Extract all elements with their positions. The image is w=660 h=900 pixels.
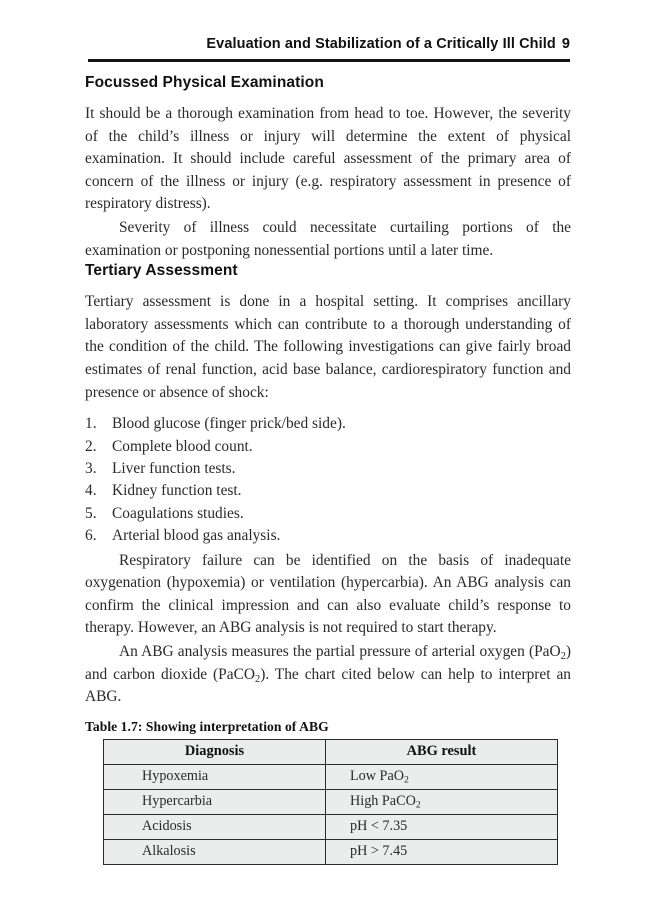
table-row — [104, 789, 558, 814]
page-number: 9 — [561, 36, 570, 52]
abg-text-part-3: ). The chart cited below can help to interpret an ABG. — [85, 665, 571, 706]
list-item-label: Liver function tests. — [112, 459, 236, 477]
list-item-label: Coagulations studies. — [112, 504, 244, 522]
cell-abg-result — [326, 839, 558, 864]
table-caption: Table 1.7: Showing interpretation of ABG — [85, 718, 329, 734]
running-header — [88, 36, 570, 52]
cell-abg-result — [326, 764, 558, 789]
list-item-label: Complete blood count. — [112, 437, 253, 455]
list-item — [85, 480, 571, 502]
cell-diagnosis: Hypoxemia — [104, 764, 326, 789]
list-item — [85, 413, 571, 435]
cell-abg-result-text: High PaCO — [350, 792, 416, 809]
column-header-abg-result: ABG result — [326, 739, 558, 764]
cell-abg-result-text: pH < 7.35 — [350, 817, 408, 834]
list-item-label: Blood glucose (finger prick/bed side). — [112, 415, 346, 433]
paco2-subscript: 2 — [254, 673, 261, 685]
page-content — [85, 74, 571, 865]
list-item-label: Arterial blood gas analysis. — [112, 527, 281, 545]
cell-abg-result-text: pH > 7.45 — [350, 842, 408, 859]
list-item — [85, 525, 571, 547]
cell-abg-result-subscript: 2 — [404, 774, 409, 786]
pao2-subscript: 2 — [560, 650, 566, 662]
list-item-number: 2. — [85, 437, 97, 455]
header-rule — [88, 59, 570, 62]
list-item-label: Kidney function test. — [112, 482, 242, 500]
running-header-title: Evaluation and Stabilization of a Critically Ill Child — [206, 36, 556, 52]
paragraph-focussed-intro: It should be a thorough examination from head to toe. However, the severity of the child’s illness or injury will determine the extent of physical examination. It should include careful assessment of the primary area of concern of the illness or injury (e.g. respiratory assessment in presence of respiratory distress). — [85, 105, 571, 213]
cell-abg-result — [326, 789, 558, 814]
abg-interpretation-table — [103, 739, 558, 865]
cell-abg-result-subscript: 2 — [415, 799, 421, 811]
list-item-number: 5. — [85, 504, 97, 522]
cell-abg-result-text: Low PaO — [350, 767, 404, 784]
cell-abg-result — [326, 814, 558, 839]
cell-diagnosis: Hypercarbia — [104, 789, 326, 814]
list-item — [85, 436, 571, 458]
paragraph-focussed-severity: Severity of illness could necessitate curtailing portions of the examination or postponing nonessential portions until a later time. — [85, 218, 571, 259]
cell-diagnosis: Acidosis — [104, 814, 326, 839]
list-item — [85, 458, 571, 480]
list-item-number: 1. — [85, 415, 97, 433]
cell-diagnosis: Alkalosis — [104, 839, 326, 864]
table-row — [104, 764, 558, 789]
table-header-row — [104, 739, 558, 764]
paragraph-respiratory-failure: Respiratory failure can be identified on the basis of inadequate oxygenation (hypoxemia) or ventilation (hypercarbia). An ABG analysis can confirm the clinical impression and can also evaluate child’s response to therapy. However, an ABG analysis is not required to start therapy. — [85, 551, 571, 637]
column-header-diagnosis: Diagnosis — [104, 739, 326, 764]
abg-text-part-1: An ABG analysis measures the partial pressure of arterial oxygen (PaO — [119, 642, 561, 660]
list-item — [85, 503, 571, 525]
list-item-number: 3. — [85, 459, 97, 477]
table-row — [104, 839, 558, 864]
paragraph-tertiary-intro: Tertiary assessment is done in a hospital setting. It comprises ancillary laboratory assessments which can contribute to a thorough understanding of the condition of the child. The following investigations can give fairly broad estimates of renal function, acid base balance, cardiorespiratory function and presence or absence of shock: — [85, 293, 571, 401]
paragraph-abg-measures — [85, 641, 571, 709]
table-row — [104, 814, 558, 839]
abg-text-part-2: ) and carbon dioxide (PaCO — [85, 642, 571, 683]
list-item-number: 6. — [85, 527, 97, 545]
heading-focussed-physical-examination: Focussed Physical Examination — [85, 74, 324, 91]
investigations-list — [85, 413, 571, 547]
list-item-number: 4. — [85, 482, 97, 500]
heading-tertiary-assessment: Tertiary Assessment — [85, 262, 238, 280]
